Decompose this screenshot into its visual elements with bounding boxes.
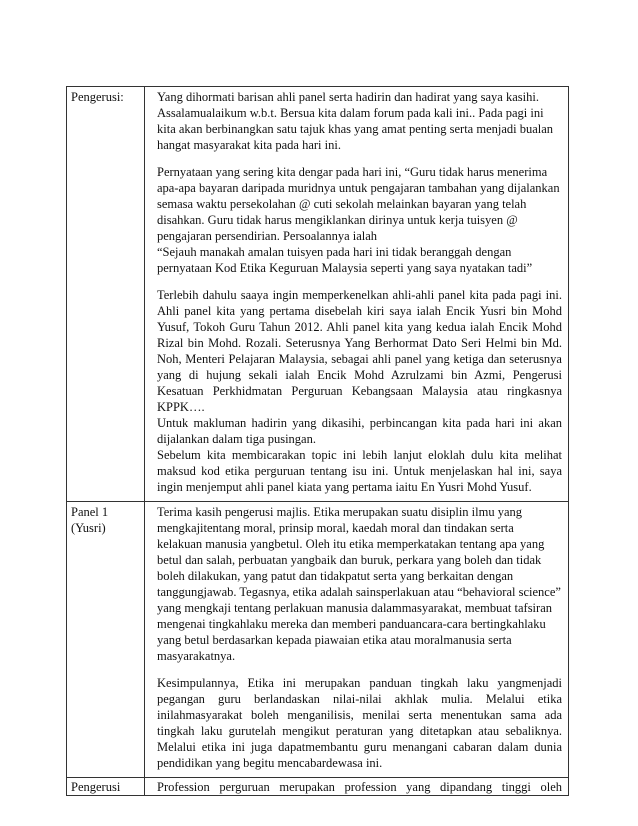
table-row <box>67 778 569 796</box>
dialogue-cell <box>145 87 569 502</box>
speaker-cell: Pengerusi <box>67 778 145 796</box>
dialogue-paragraph: Terlebih dahulu saaya ingin memperkenelkan ahli-ahli panel kita pada pagi ini. Ahli panel kita yang pertama disebelah kiri saya ialah Encik Yusri bin Mohd Yusuf, Tokoh Guru Tahun 2012. Ahli panel kita yang kedua ialah Encik Mohd Rizal bin Mohd. Rozali. Seterusnya Yang Berhormat Dato Seri Helmi bin Md. Noh, Menteri Pelajaran Malaysia, sebagai ahli panel yang ketiga dan seterusnya yang di hujung sekali ialah Encik Mohd Azrulzami bin Azmi, Pengerusi Kesatuan Perkhidmatan Perguruan Kebangsaan Malaysia atau ringkasnya KPPK…. Untuk makluman hadirin yang dikasihi, perbincangan kita pada hari ini akan dijalankan dalam tiga pusingan. Sebelum kita membicarakan topic ini lebih lanjut eloklah dulu kita melihat maksud kod etika perguruan tentang isu ini. Untuk menjelaskan hal ini, saya ingin menjemput ahli panel kiata yang pertama iaitu En Yusri Mohd Yusuf. <box>157 288 562 494</box>
dialogue-cell <box>145 502 569 778</box>
dialogue-paragraph: Yang dihormati barisan ahli panel serta hadirin dan hadirat yang saya kasihi. Assalamualaikum w.b.t. Bersua kita dalam forum pada kali ini.. Pada pagi ini kita akan berbinangkan satu tajuk khas yang amat penting serta menjadi bualan hangat masyarakat kita pada hari ini. <box>157 90 554 152</box>
dialogue-paragraph: Pernyataan yang sering kita dengar pada hari ini, “Guru tidak harus menerima apa-apa bayaran daripada muridnya untuk pengajaran tambahan yang dijalankan semasa waktu persekolahan @ cuti sekolah melainkan bayaran yang telah disahkan. Guru tidak harus mengiklankan dirinya untuk kerja tuisyen @ pengajaran persendirian. Persoalannya ialah “Sejauh manakah amalan tuisyen pada hari ini tidak beranggah dengan pernyataan Kod Etika Keguruan Malaysia seperti yang saya nyatakan tadi” <box>157 165 560 275</box>
table-row <box>67 502 569 778</box>
speaker-cell: Panel 1 (Yusri) <box>67 502 145 778</box>
dialogue-cell: Profession perguruan merupakan profession yang dipandang tinggi oleh <box>145 778 569 796</box>
dialogue-paragraph: Terima kasih pengerusi majlis. Etika merupakan suatu disiplin ilmu yang mengkajitentang moral, prinsip moral, kaedah moral dan tindakan serta kelakuan manusia yangbetul. Oleh itu etika memperkatakan tentang apa yang betul dan salah, perbuatan yangbaik dan buruk, perkara yang boleh dan tidak boleh dilakukan, yang patut dan tidakpatut serta yang berkaitan dengan tanggungjawab. Tegasnya, etika adalah sainsperlakuan atau “behavioral science” yang mengkaji tentang perlakuan manusia dalammasyarakat, membuat tafsiran mengenai tingkahlaku mereka dan memberi panduancara-cara bertingkahlaku yang betul berdasarkan kepada piawaian etika atau moralmanusia serta masyarakatnya. <box>157 505 561 663</box>
forum-script-table <box>66 86 569 796</box>
table-row <box>67 87 569 502</box>
speaker-cell: Pengerusi: <box>67 87 145 502</box>
dialogue-paragraph: Kesimpulannya, Etika ini merupakan panduan tingkah laku yangmenjadi pegangan guru berlandaskan nilai-nilai akhlak mulia. Melalui etika inilahmasyarakat boleh menganilisis, menilai serta menentukan sama ada tingkah laku gurutelah mengikut peraturan yang ditetapkan atau sebaliknya. Melalui etika ini juga dapatmembantu guru menangani cabaran dalam dunia pendidikan yang begitu mencabardewasa ini. <box>157 676 562 770</box>
